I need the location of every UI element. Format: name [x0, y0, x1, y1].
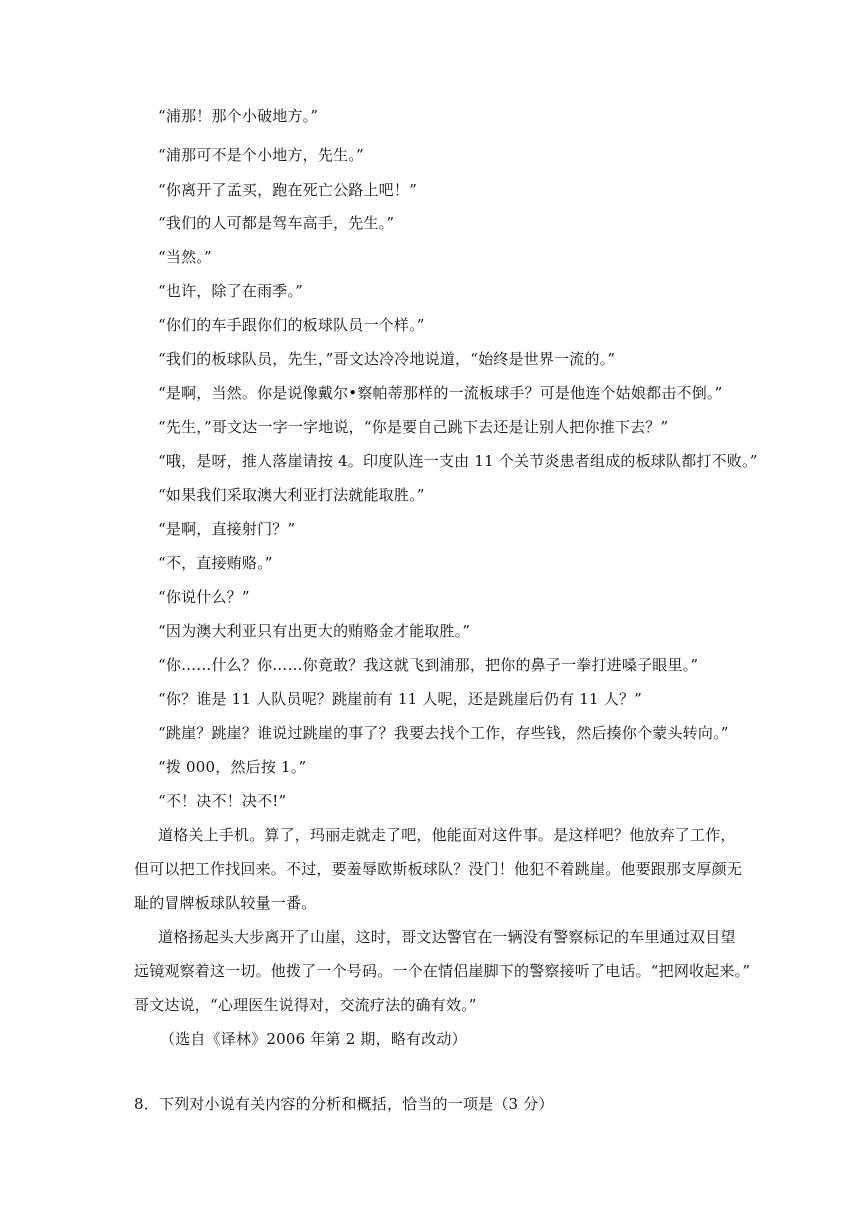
paragraph-line: 耻的冒牌板球队较量一番。 [134, 894, 317, 912]
dialogue-line: “不！决不！决不!” [158, 792, 287, 810]
dialogue-line: “先生，”哥文达一字一字地说，“你是要自己跳下去还是让别人把你推下去？” [158, 418, 669, 436]
paragraph-line: 道格关上手机。算了，玛丽走就走了吧，他能面对这件事。是这样吧？他放弃了工作， [158, 826, 736, 844]
dialogue-line: “也许，除了在雨季。” [158, 282, 304, 300]
dialogue-line: “浦那可不是个小地方，先生。” [158, 146, 364, 164]
dialogue-line: “当然。” [158, 248, 212, 266]
source-citation: （选自《译林》2006 年第 2 期，略有改动） [160, 1030, 467, 1048]
dialogue-line: “你？谁是 11 人队员呢？跳崖前有 11 人呢，还是跳崖后仍有 11 人？” [158, 690, 643, 708]
dialogue-line: “是啊，当然。你是说像戴尔•察帕蒂那样的一流板球手？可是他连个姑娘都击不倒。” [158, 384, 723, 402]
dialogue-line: “是啊，直接射门？” [158, 520, 296, 538]
dialogue-line: “浦那！那个小破地方。” [158, 107, 319, 125]
paragraph-line: 哥文达说，“心理医生说得对，交流疗法的确有效。” [134, 996, 477, 1014]
paragraph-line: 但可以把工作找回来。不过，要羞辱欧斯板球队？没门！他犯不着跳崖。他要跟那支厚颜无 [134, 860, 743, 878]
dialogue-line: “你们的车手跟你们的板球队员一个样。” [158, 316, 425, 334]
dialogue-line: “跳崖？跳崖？谁说过跳崖的事了？我要去找个工作，存些钱，然后揍你个蒙头转向。” [158, 724, 729, 742]
dialogue-line: “你离开了孟买，跑在死亡公路上吧！” [158, 181, 417, 199]
dialogue-line: “不，直接贿赂。” [158, 554, 273, 572]
dialogue-line: “你……什么？你……你竟敢？我这就飞到浦那，把你的鼻子一拳打进嗓子眼里。” [158, 656, 699, 674]
dialogue-line: “因为澳大利亚只有出更大的贿赂金才能取胜。” [158, 622, 471, 640]
dialogue-line: “如果我们采取澳大利亚打法就能取胜。” [158, 486, 425, 504]
paragraph-line: 远镜观察着这一切。他拨了一个号码。一个在情侣崖脚下的警察接听了电话。“把网收起来。” [134, 962, 751, 980]
paragraph-line: 道格扬起头大步离开了山崖，这时，哥文达警官在一辆没有警察标记的车里通过双目望 [158, 928, 736, 946]
dialogue-line: “你说什么？” [158, 588, 250, 606]
dialogue-line: “我们的板球队员，先生，”哥文达冷冷地说道，“始终是世界一流的。” [158, 350, 616, 368]
dialogue-line: “哦，是呀，推人落崖请按 4。印度队连一支由 11 个关节炎患者组成的板球队都打不败。” [158, 452, 758, 470]
question-heading: 8．下列对小说有关内容的分析和概括，恰当的一项是（3 分） [134, 1095, 554, 1113]
dialogue-line: “拨 000，然后按 1。” [158, 758, 307, 776]
dialogue-line: “我们的人可都是驾车高手，先生。” [158, 214, 395, 232]
